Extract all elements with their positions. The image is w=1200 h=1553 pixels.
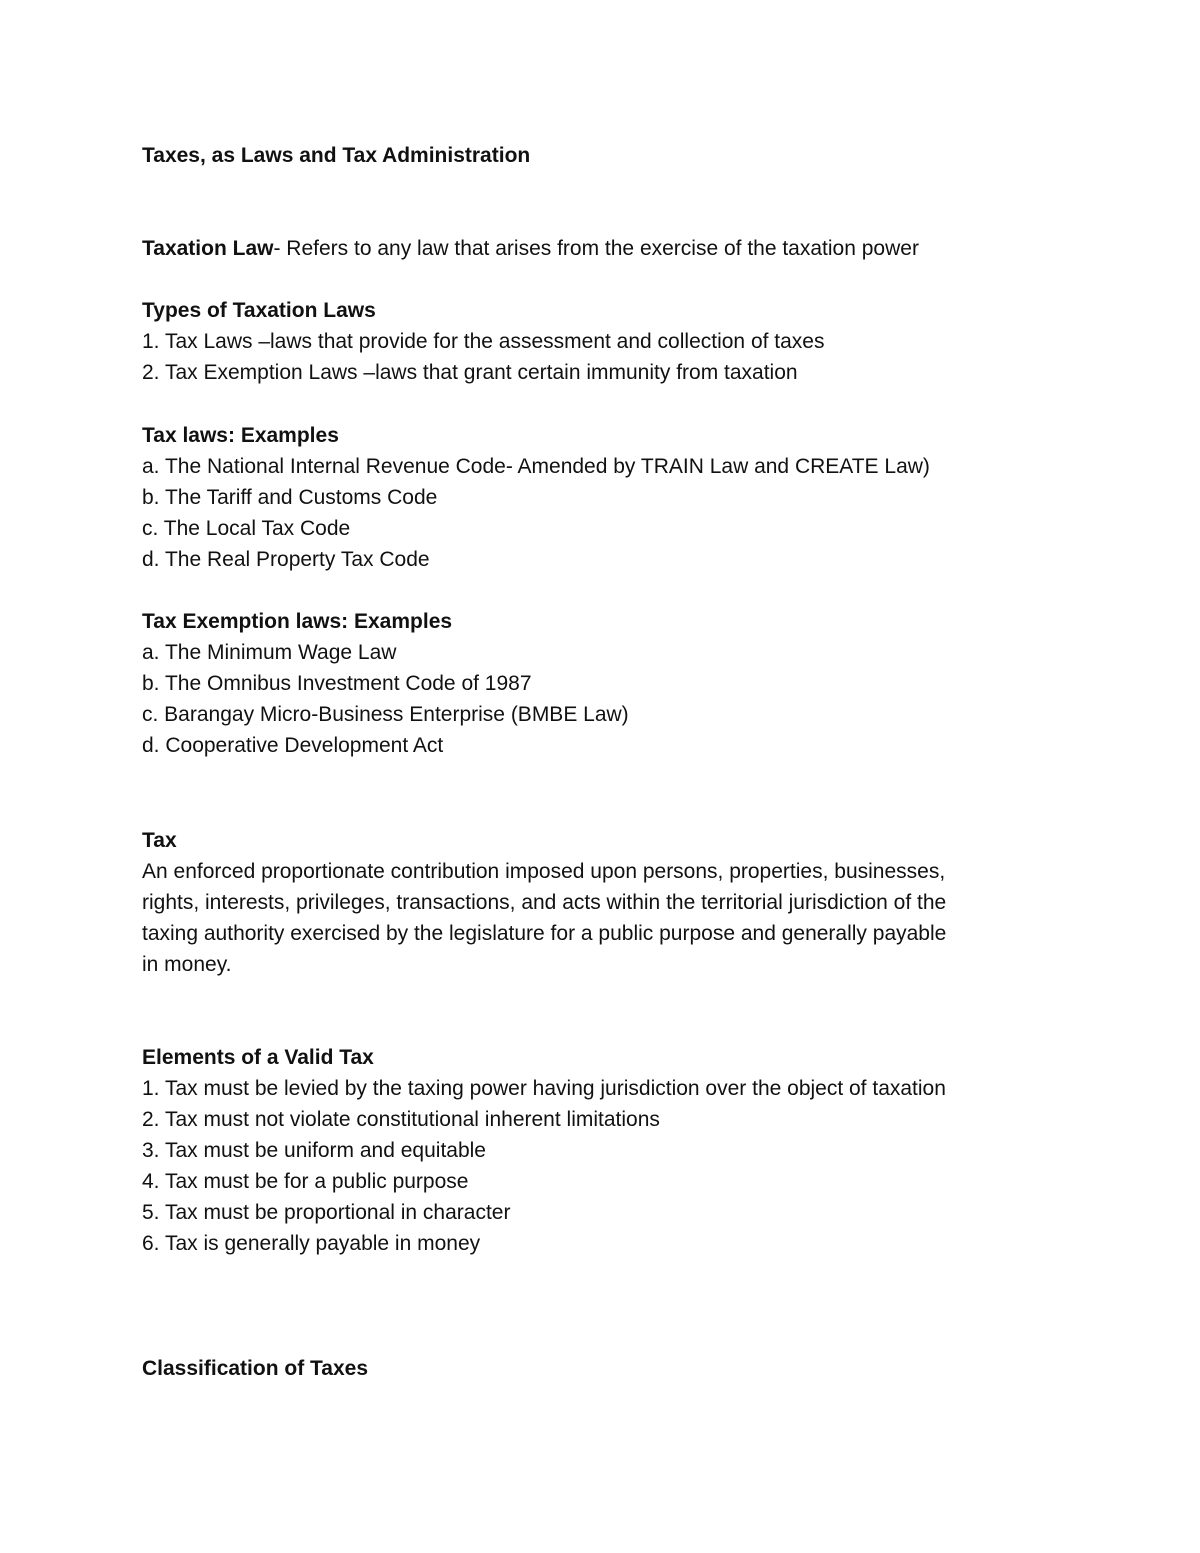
elements-item: 2. Tax must not violate constitutional inherent limitations [142, 1108, 660, 1131]
taxation-law-definition [142, 233, 919, 264]
elements-item: 1. Tax must be levied by the taxing power having jurisdiction over the object of taxation [142, 1077, 946, 1100]
elements-item: 3. Tax must be uniform and equitable [142, 1139, 486, 1162]
elements-item: 6. Tax is generally payable in money [142, 1232, 481, 1255]
tax-definition-line: taxing authority exercised by the legislature for a public purpose and generally payable [142, 922, 947, 945]
types-item: 2. Tax Exemption Laws –laws that grant certain immunity from taxation [142, 361, 798, 384]
tax-laws-item: c. The Local Tax Code [142, 517, 351, 540]
document-title: Taxes, as Laws and Tax Administration [142, 144, 531, 167]
classification-heading: Classification of Taxes [142, 1357, 369, 1380]
taxation-law-text: - Refers to any law that arises from the exercise of the taxation power [273, 237, 919, 260]
types-item: 1. Tax Laws –laws that provide for the assessment and collection of taxes [142, 330, 825, 353]
elements-heading: Elements of a Valid Tax [142, 1046, 374, 1069]
tax-laws-item: b. The Tariff and Customs Code [142, 486, 438, 509]
tax-laws-item: d. The Real Property Tax Code [142, 548, 430, 571]
taxation-law-term: Taxation Law [142, 237, 274, 260]
exemption-item: c. Barangay Micro-Business Enterprise (BMBE Law) [142, 703, 629, 726]
tax-heading: Tax [142, 829, 177, 852]
exemption-heading: Tax Exemption laws: Examples [142, 610, 453, 633]
tax-laws-heading: Tax laws: Examples [142, 424, 339, 447]
tax-definition-line: in money. [142, 953, 232, 976]
types-heading: Types of Taxation Laws [142, 299, 376, 322]
elements-item: 5. Tax must be proportional in character [142, 1201, 511, 1224]
exemption-item: b. The Omnibus Investment Code of 1987 [142, 672, 532, 695]
tax-definition-line: rights, interests, privileges, transactions, and acts within the territorial jurisdiction of the [142, 891, 947, 914]
tax-definition-line: An enforced proportionate contribution imposed upon persons, properties, businesses, [142, 860, 946, 883]
exemption-item: d. Cooperative Development Act [142, 734, 444, 757]
exemption-item: a. The Minimum Wage Law [142, 641, 397, 664]
tax-laws-item: a. The National Internal Revenue Code- Amended by TRAIN Law and CREATE Law) [142, 455, 930, 478]
elements-item: 4. Tax must be for a public purpose [142, 1170, 469, 1193]
